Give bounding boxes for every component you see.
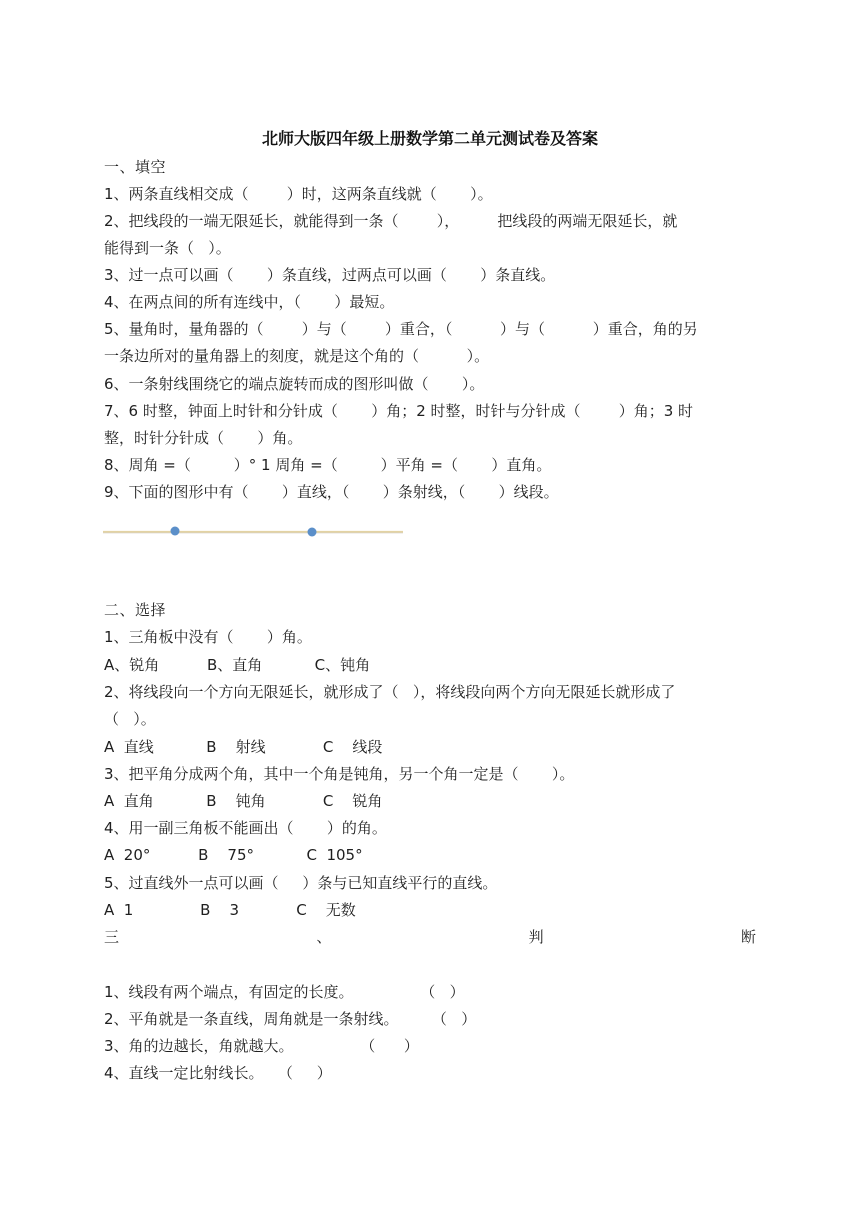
section-heading-choice: 二、选择 bbox=[104, 601, 167, 619]
question-line: 整，时针分针成（ ）角。 bbox=[104, 429, 303, 447]
figure-point bbox=[171, 527, 180, 536]
question-line: 9、下面的图形中有（ ）直线，（ ）条射线，（ ）线段。 bbox=[104, 483, 559, 501]
line-figure bbox=[103, 520, 403, 544]
document-title: 北师大版四年级上册数学第二单元测试卷及答案 bbox=[261, 129, 598, 148]
question-line: 1、线段有两个端点，有固定的长度。 （ ） bbox=[104, 983, 465, 1001]
heading-part: 、 bbox=[316, 928, 332, 946]
figure-point bbox=[308, 528, 317, 537]
question-line: 4、在两点间的所有连线中，（ ）最短。 bbox=[104, 293, 395, 311]
question-line: 能得到一条（ ）。 bbox=[104, 239, 231, 257]
question-line: 1、三角板中没有（ ）角。 bbox=[104, 628, 312, 646]
question-line: 3、角的边越长，角就越大。 （ ） bbox=[104, 1037, 419, 1055]
heading-part: 判 bbox=[528, 928, 544, 946]
question-line: 4、用一副三角板不能画出（ ）的角。 bbox=[104, 819, 387, 837]
heading-part: 三 bbox=[104, 928, 120, 946]
question-line: 4、直线一定比射线长。 （ ） bbox=[104, 1064, 332, 1082]
heading-part: 断 bbox=[740, 928, 756, 946]
question-line: 8、周角 =（ ）° 1 周角 =（ ）平角 =（ ）直角。 bbox=[104, 456, 552, 474]
question-line: 一条边所对的量角器上的刻度，就是这个角的（ ）。 bbox=[104, 347, 490, 365]
question-line: 6、一条射线围绕它的端点旋转而成的图形叫做（ ）。 bbox=[104, 375, 485, 393]
question-line: 2、平角就是一条直线，周角就是一条射线。 （ ） bbox=[104, 1010, 477, 1028]
question-line: （ ）。 bbox=[104, 710, 156, 728]
section-heading-fill-blanks: 一、填空 bbox=[104, 158, 167, 176]
option-line: A 直线 B 射线 C 线段 bbox=[104, 738, 383, 756]
question-line: 3、把平角分成两个角，其中一个角是钝角，另一个角一定是（ ）。 bbox=[104, 765, 575, 783]
option-line: A、锐角 B、直角 C、钝角 bbox=[104, 656, 371, 674]
question-line: 5、过直线外一点可以画（ ）条与已知直线平行的直线。 bbox=[104, 874, 498, 892]
section-heading-judge bbox=[104, 926, 756, 948]
question-line: 3、过一点可以画（ ）条直线，过两点可以画（ ）条直线。 bbox=[104, 266, 556, 284]
option-line: A 1 B 3 C 无数 bbox=[104, 901, 356, 919]
question-line: 2、将线段向一个方向无限延长，就形成了（ ），将线段向两个方向无限延长就形成了 bbox=[104, 683, 676, 701]
question-line: 7、6 时整，钟面上时针和分针成（ ）角；2 时整，时针与分针成（ ）角；3 时 bbox=[104, 402, 694, 420]
question-line: 5、量角时，量角器的（ ）与（ ）重合，（ ）与（ ）重合，角的另 bbox=[104, 320, 698, 338]
question-line: 2、把线段的一端无限延长，就能得到一条（ ）， 把线段的两端无限延长，就 bbox=[104, 212, 678, 230]
option-line: A 20° B 75° C 105° bbox=[104, 846, 363, 864]
option-line: A 直角 B 钝角 C 锐角 bbox=[104, 792, 383, 810]
question-line: 1、两条直线相交成（ ）时，这两条直线就（ ）。 bbox=[104, 185, 493, 203]
